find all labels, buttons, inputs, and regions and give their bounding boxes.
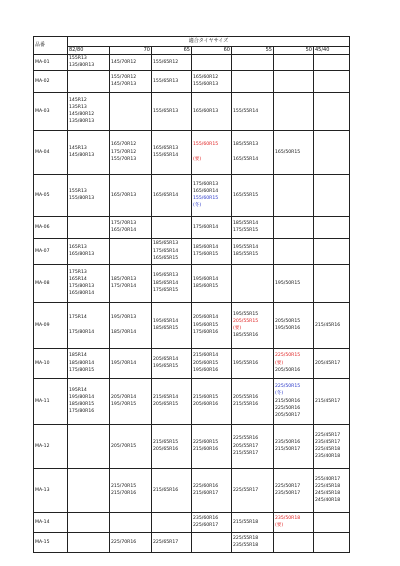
tire-size [233, 149, 272, 156]
size-cell-55 [232, 424, 274, 468]
tire-size: 145/70R12 [111, 59, 137, 65]
tire-size: 145/80R12 [69, 112, 95, 118]
tire-size: 215/65R16 [153, 487, 179, 493]
size-cell-82-80 [68, 55, 110, 70]
table-row [34, 378, 350, 424]
size-cell-65 [152, 378, 192, 424]
size-cell-55 [232, 302, 274, 348]
tire-size: (冬) [193, 203, 202, 209]
size-cell-45-40 [314, 512, 350, 532]
size-cell-50 [274, 348, 314, 378]
tire-size: 155/65R13 [153, 108, 179, 114]
size-cell-45-40 [314, 468, 350, 512]
table-row [34, 348, 350, 378]
size-cell-45-40 [314, 378, 350, 424]
size-cell-45-40 [314, 424, 350, 468]
tire-size: 225/55R18 [233, 535, 259, 541]
size-cell-65 [152, 532, 192, 552]
tire-size: 175R13 [69, 269, 87, 275]
model-cell: MA-08 [34, 264, 68, 302]
tire-size: 225/45R17 [315, 432, 341, 438]
size-cell-60 [192, 130, 232, 174]
tire-size: 165/70R13 [111, 192, 137, 198]
size-cell-82-80 [68, 348, 110, 378]
model-cell: MA-11 [34, 378, 68, 424]
tire-size: 225/45R18 [315, 483, 341, 489]
tire-size: 235/40R18 [315, 454, 341, 460]
tire-size: 195/65R15 [153, 364, 179, 370]
tire-size: 195/80R14 [69, 394, 95, 400]
tire-size: 235/50R16 [275, 439, 301, 445]
size-cell-60 [192, 174, 232, 216]
size-cell-50 [274, 216, 314, 238]
tire-size: 225/60R17 [193, 523, 219, 529]
tire-size: 195/60R14 [193, 276, 219, 282]
table-row [34, 238, 350, 264]
series-header-45-40: 45/40 [314, 47, 350, 55]
tire-size: 155/55R14 [233, 108, 259, 114]
tire-size: 225/55R17 [233, 487, 259, 493]
size-cell-50 [274, 92, 314, 130]
size-cell-50 [274, 264, 314, 302]
model-cell: MA-02 [34, 70, 68, 92]
tire-size: 165R13 [69, 244, 87, 250]
size-cell-60 [192, 378, 232, 424]
tire-size: 205/55R16 [233, 394, 259, 400]
size-cell-60 [192, 348, 232, 378]
table-row [34, 512, 350, 532]
tire-size: 175R14 [69, 315, 87, 321]
tire-size: 185R14 [69, 353, 87, 359]
size-cell-55 [232, 55, 274, 70]
tire-size: 185/55R16 [233, 333, 259, 339]
size-cell-60 [192, 512, 232, 532]
tire-size: 215/45R16 [315, 322, 341, 328]
size-cell-82-80 [68, 238, 110, 264]
tire-size: 185/80R14 [69, 360, 95, 366]
size-cell-55 [232, 378, 274, 424]
size-cell-60 [192, 264, 232, 302]
tire-size: 175/60R15 [193, 252, 219, 258]
tire-size: 195/65R13 [153, 273, 179, 279]
tire-size: 185/65R15 [153, 326, 179, 332]
tire-size: 235/60R16 [193, 515, 219, 521]
size-cell-55 [232, 238, 274, 264]
size-cell-50 [274, 378, 314, 424]
tire-size: 155R13 [69, 188, 87, 194]
tire-size: 145R12 [69, 97, 87, 103]
tire-size: 145/80R13 [69, 153, 95, 159]
size-cell-50 [274, 130, 314, 174]
tire-size: 235/50R18 [275, 515, 301, 521]
size-cell-65 [152, 92, 192, 130]
table-row [34, 55, 350, 70]
tire-size: 185/60R15 [193, 284, 219, 290]
tire-size: 215/55R17 [233, 450, 259, 456]
series-header-50: 50 [274, 47, 314, 55]
size-cell-50 [274, 424, 314, 468]
size-cell-45-40 [314, 216, 350, 238]
tire-size: 205/60R14 [193, 315, 219, 321]
size-cell-65 [152, 70, 192, 92]
tire-size: 185/65R14 [153, 280, 179, 286]
model-cell: MA-09 [34, 302, 68, 348]
size-cell-65 [152, 264, 192, 302]
size-cell-60 [192, 216, 232, 238]
size-cell-70 [110, 348, 152, 378]
size-cell-82-80 [68, 216, 110, 238]
model-cell: MA-01 [34, 55, 68, 70]
tire-size: 155/70R13 [111, 156, 137, 162]
size-cell-70 [110, 238, 152, 264]
size-cell-70 [110, 302, 152, 348]
tire-size: 165/65R14 [153, 192, 179, 198]
size-cell-45-40 [314, 532, 350, 552]
table-row [34, 92, 350, 130]
tire-size: 165/60R14 [193, 188, 219, 194]
tire-size: 175/80R13 [69, 284, 95, 290]
size-cell-82-80 [68, 302, 110, 348]
tire-size: 175/60R14 [193, 224, 219, 230]
size-cell-55 [232, 512, 274, 532]
tire-size: 195R14 [69, 387, 87, 393]
size-cell-55 [232, 532, 274, 552]
size-cell-82-80 [68, 174, 110, 216]
tire-size: 175/55R15 [233, 228, 259, 234]
tire-size: (要) [233, 326, 242, 332]
tire-size: 175/80R14 [69, 329, 95, 335]
size-cell-70 [110, 174, 152, 216]
tire-size: 245/45R18 [315, 491, 341, 497]
size-cell-65 [152, 238, 192, 264]
size-cell-50 [274, 70, 314, 92]
tire-size: 205/45R17 [315, 360, 341, 366]
tire-size: 165/55R15 [233, 192, 259, 198]
tire-size: 155/65R14 [153, 153, 179, 159]
tire-size: 185/80R15 [69, 402, 95, 408]
tire-size: 155/65R12 [153, 59, 179, 65]
series-header-65: 65 [152, 47, 192, 55]
size-cell-70 [110, 92, 152, 130]
tire-size: 175/70R14 [111, 284, 137, 290]
tire-size: (冬) [275, 391, 284, 397]
size-cell-82-80 [68, 512, 110, 532]
size-cell-65 [152, 55, 192, 70]
size-cell-65 [152, 468, 192, 512]
tire-size: 245/40R18 [315, 498, 341, 504]
size-cell-45-40 [314, 238, 350, 264]
tire-size: 165/65R13 [153, 145, 179, 151]
size-cell-55 [232, 348, 274, 378]
model-cell: MA-13 [34, 468, 68, 512]
tire-size: 215/50R17 [275, 447, 301, 453]
size-cell-45-40 [314, 348, 350, 378]
size-cell-60 [192, 92, 232, 130]
model-cell: MA-06 [34, 216, 68, 238]
table-row [34, 174, 350, 216]
tire-size: 235/45R17 [315, 439, 341, 445]
tire-size: 165/80R13 [69, 252, 95, 258]
size-cell-55 [232, 468, 274, 512]
tire-size: 225/50R16 [275, 405, 301, 411]
size-cell-45-40 [314, 130, 350, 174]
tire-size: 195/70R15 [111, 402, 137, 408]
series-header-row [34, 47, 350, 55]
size-cell-45-40 [314, 174, 350, 216]
tire-size: 165/65R15 [153, 255, 179, 261]
tire-size: 215/70R16 [111, 491, 137, 497]
series-header-60: 60 [192, 47, 232, 55]
tire-size: 175/60R13 [193, 181, 219, 187]
tire-size: 185/70R14 [111, 329, 137, 335]
model-cell: MA-10 [34, 348, 68, 378]
tire-size: 215/55R16 [233, 402, 259, 408]
tire-size: 185/60R14 [193, 244, 219, 250]
tire-size: 225/55R16 [233, 436, 259, 442]
table-row [34, 130, 350, 174]
model-column-header: 品番 [34, 37, 68, 55]
tire-size: 215/45R17 [315, 398, 341, 404]
size-cell-82-80 [68, 468, 110, 512]
tire-size: 195/60R15 [193, 322, 219, 328]
series-header-70: 70 [110, 47, 152, 55]
size-cell-65 [152, 174, 192, 216]
tire-size: 215/65R15 [153, 439, 179, 445]
tire-size: 215/65R14 [153, 394, 179, 400]
tire-size: 225/60R15 [193, 439, 219, 445]
tire-size: 165/70R12 [111, 142, 137, 148]
tire-size: 205/50R17 [275, 412, 301, 418]
tire-size: 135/80R13 [69, 119, 95, 125]
tire-size: 165/70R14 [111, 228, 137, 234]
size-cell-65 [152, 216, 192, 238]
size-cell-45-40 [314, 302, 350, 348]
size-cell-70 [110, 424, 152, 468]
tire-size: 215/60R16 [193, 447, 219, 453]
table-body [34, 55, 350, 552]
size-cell-70 [110, 512, 152, 532]
tire-size: 205/65R14 [153, 356, 179, 362]
tire-size: (要) [275, 360, 284, 366]
tire-size: 205/70R15 [111, 443, 137, 449]
fitting-tire-size-header: 適合タイヤサイズ [68, 37, 350, 47]
size-cell-60 [192, 532, 232, 552]
size-cell-82-80 [68, 130, 110, 174]
tire-size: 195/65R14 [153, 318, 179, 324]
tire-size: 215/60R17 [193, 491, 219, 497]
size-cell-60 [192, 55, 232, 70]
tire-size: 185/55R13 [233, 142, 259, 148]
tire-size: 195/50R15 [275, 280, 301, 286]
tire-size: 195/55R14 [233, 244, 259, 250]
tire-size: 175/65R14 [153, 248, 179, 254]
model-cell: MA-03 [34, 92, 68, 130]
tire-size: 155/60R15 [193, 142, 219, 148]
table-row [34, 264, 350, 302]
table-row [34, 216, 350, 238]
size-cell-55 [232, 216, 274, 238]
table-row [34, 424, 350, 468]
model-cell: MA-12 [34, 424, 68, 468]
tire-size: 215/50R16 [275, 398, 301, 404]
tire-size-table [33, 36, 350, 553]
tire-size: 185/55R14 [233, 220, 259, 226]
tire-size: 195/55R15 [233, 311, 259, 317]
model-cell: MA-04 [34, 130, 68, 174]
size-cell-65 [152, 348, 192, 378]
tire-size: 195/70R14 [111, 360, 137, 366]
tire-size: 225/70R16 [111, 539, 137, 545]
size-cell-55 [232, 70, 274, 92]
size-cell-55 [232, 130, 274, 174]
size-cell-70 [110, 70, 152, 92]
tire-size: 215/60R14 [193, 353, 219, 359]
model-cell: MA-14 [34, 512, 68, 532]
tire-size: 165/55R14 [233, 156, 259, 162]
size-cell-45-40 [314, 264, 350, 302]
tire-size: 165/60R12 [193, 74, 219, 80]
tire-size: 215/60R15 [193, 394, 219, 400]
tire-size: 195/70R13 [111, 315, 137, 321]
tire-size: 155R13 [69, 56, 87, 62]
size-cell-60 [192, 468, 232, 512]
tire-size: 235/50R17 [275, 491, 301, 497]
size-cell-55 [232, 264, 274, 302]
tire-size: 205/50R16 [275, 367, 301, 373]
size-cell-70 [110, 378, 152, 424]
tire-size: (要) [275, 523, 284, 529]
size-cell-50 [274, 174, 314, 216]
tire-size: 215/70R15 [111, 483, 137, 489]
tire-size: 195/50R16 [275, 326, 301, 332]
size-cell-82-80 [68, 532, 110, 552]
tire-size: 255/40R17 [315, 476, 341, 482]
size-cell-65 [152, 130, 192, 174]
size-cell-70 [110, 216, 152, 238]
tire-size: 195/55R16 [233, 360, 259, 366]
header-title-row [34, 37, 350, 47]
tire-size: 175/70R13 [111, 220, 137, 226]
tire-size: 135R13 [69, 104, 87, 110]
table-row [34, 70, 350, 92]
tire-size: 145/70R13 [111, 82, 137, 88]
tire-size: 175/80R16 [69, 409, 95, 415]
table-row [34, 302, 350, 348]
size-cell-50 [274, 238, 314, 264]
size-cell-45-40 [314, 70, 350, 92]
size-cell-70 [110, 55, 152, 70]
tire-size: 195/60R16 [193, 367, 219, 373]
tire-size: 205/65R15 [153, 402, 179, 408]
size-cell-50 [274, 532, 314, 552]
model-cell: MA-07 [34, 238, 68, 264]
tire-size: 165/50R15 [275, 149, 301, 155]
tire-size: 205/65R16 [153, 447, 179, 453]
size-cell-70 [110, 468, 152, 512]
tire-size: 175/70R12 [111, 149, 137, 155]
tire-size: 205/55R15 [233, 318, 259, 324]
tire-size: 185/55R15 [233, 252, 259, 258]
size-cell-82-80 [68, 424, 110, 468]
tire-size [193, 149, 230, 156]
tire-size: 225/50R15 [275, 384, 301, 390]
size-cell-70 [110, 532, 152, 552]
tire-size: 165/80R14 [69, 291, 95, 297]
tire-size: 215/55R18 [233, 519, 259, 525]
size-cell-60 [192, 70, 232, 92]
model-cell: MA-05 [34, 174, 68, 216]
size-cell-45-40 [314, 92, 350, 130]
size-cell-45-40 [314, 55, 350, 70]
size-cell-60 [192, 302, 232, 348]
size-cell-60 [192, 424, 232, 468]
tire-size: 185/65R13 [153, 241, 179, 247]
tire-size: 175/80R15 [69, 367, 95, 373]
tire-size: 175/60R16 [193, 329, 219, 335]
tire-size: 165/60R13 [193, 108, 219, 114]
size-cell-65 [152, 424, 192, 468]
tire-size: 155/80R13 [69, 196, 95, 202]
tire-size: 205/55R17 [233, 443, 259, 449]
tire-size: (要) [193, 156, 202, 162]
tire-size: 135/80R13 [69, 63, 95, 69]
tire-size: 225/45R18 [315, 447, 341, 453]
size-cell-82-80 [68, 378, 110, 424]
series-header-82-80: 82/80 [68, 47, 110, 55]
size-cell-70 [110, 130, 152, 174]
size-cell-50 [274, 55, 314, 70]
size-cell-82-80 [68, 70, 110, 92]
tire-size: 175/65R15 [153, 287, 179, 293]
tire-size: 235/55R18 [233, 543, 259, 549]
tire-size [111, 322, 150, 329]
tire-size: 225/50R17 [275, 483, 301, 489]
size-cell-65 [152, 512, 192, 532]
tire-size: 155/65R13 [153, 78, 179, 84]
tire-size: 165R14 [69, 276, 87, 282]
table-row [34, 468, 350, 512]
size-cell-50 [274, 468, 314, 512]
series-header-55: 55 [232, 47, 274, 55]
tire-size: 205/60R15 [193, 360, 219, 366]
tire-size: 185/70R13 [111, 276, 137, 282]
tire-size: 225/60R16 [193, 483, 219, 489]
tire-size: 205/70R14 [111, 394, 137, 400]
size-cell-50 [274, 302, 314, 348]
tire-size: 155/60R15 [193, 196, 219, 202]
size-cell-55 [232, 92, 274, 130]
tire-size: 155/70R12 [111, 74, 137, 80]
tire-size [69, 322, 108, 329]
tire-size: 225/50R15 [275, 353, 301, 359]
tire-size: 225/65R17 [153, 539, 179, 545]
table-row [34, 532, 350, 552]
size-cell-50 [274, 512, 314, 532]
tire-size: 205/50R15 [275, 318, 301, 324]
model-cell: MA-15 [34, 532, 68, 552]
tire-size: 145R13 [69, 145, 87, 151]
tire-size: 155/60R13 [193, 82, 219, 88]
size-cell-55 [232, 174, 274, 216]
size-cell-65 [152, 302, 192, 348]
size-cell-82-80 [68, 92, 110, 130]
size-cell-70 [110, 264, 152, 302]
size-cell-82-80 [68, 264, 110, 302]
tire-size: 205/60R16 [193, 402, 219, 408]
size-cell-60 [192, 238, 232, 264]
